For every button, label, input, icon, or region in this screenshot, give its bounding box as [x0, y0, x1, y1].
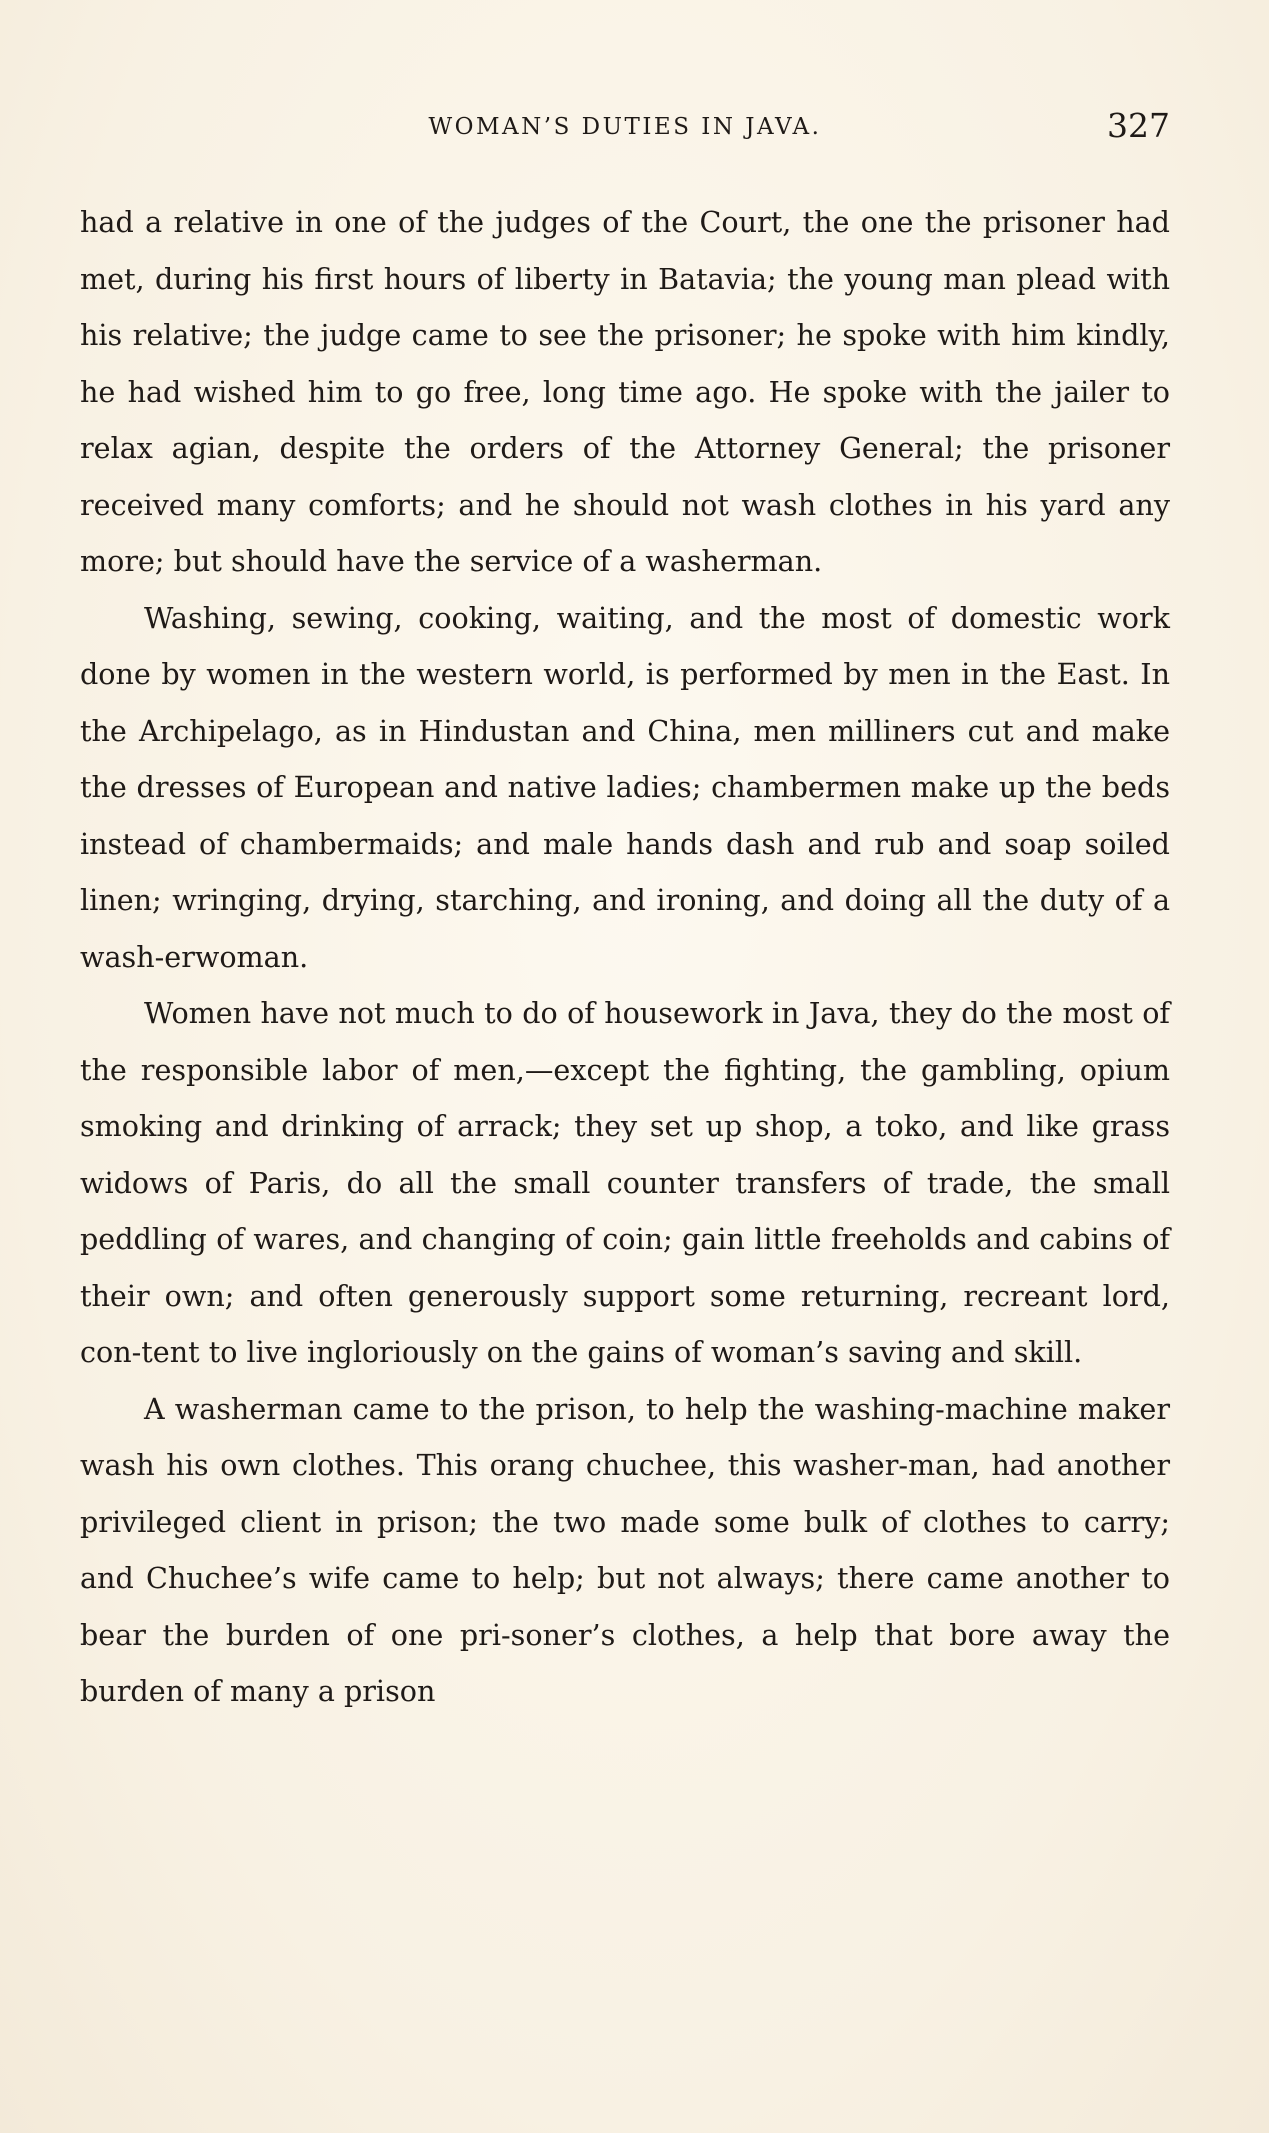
running-head: [80, 106, 1170, 156]
running-title: WOMAN’S DUTIES IN JAVA.: [428, 114, 822, 140]
paragraph-4: A washerman came to the prison, to help the washing-machine maker wash his own clothes. This orang chuchee, this washer-man, had another privileged client in prison; the two made some bulk of clothes to carry; and Chuchee’s wife came to help; but not always; there came another to bear the burden of one pri-soner’s clothes, a help that bore away the burden of many a prison: [80, 1391, 1170, 1708]
paragraph-1: had a relative in one of the judges of the Court, the one the prisoner had met, during his first hours of liberty in Batavia; the young man plead with his relative; the judge came to see the prisoner; he spoke with him kindly, he had wished him to go free, long time ago. He spoke with the jailer to relax agian, despite the orders of the Attorney General; the prisoner received many comforts; and he should not wash clothes in his yard any more; but should have the service of a washerman.: [80, 205, 1170, 578]
paragraph-2: Washing, sewing, cooking, waiting, and the most of domestic work done by women in the western world, is performed by men in the East. In the Archipelago, as in Hindustan and China, men milliners cut and make the dresses of European and native ladies; chambermen make up the beds instead of chambermaids; and male hands dash and rub and soap soiled linen; wringing, drying, starching, and ironing, and doing all the duty of a wash-erwoman.: [80, 600, 1170, 974]
paragraph-3: Women have not much to do of housework in Java, they do the most of the responsible labor of men,—except the fighting, the gambling, opium smoking and drinking of arrack; they set up shop, a toko, and like grass widows of Paris, do all the small counter transfers of trade, the small peddling of wares, and changing of coin; gain little freeholds and cabins of their own; and often generously support some returning, recreant lord, con-tent to live ingloriously on the gains of woman’s saving and skill.: [80, 996, 1170, 1369]
page-number: 327: [1107, 106, 1170, 145]
body-text: [80, 194, 1170, 1720]
